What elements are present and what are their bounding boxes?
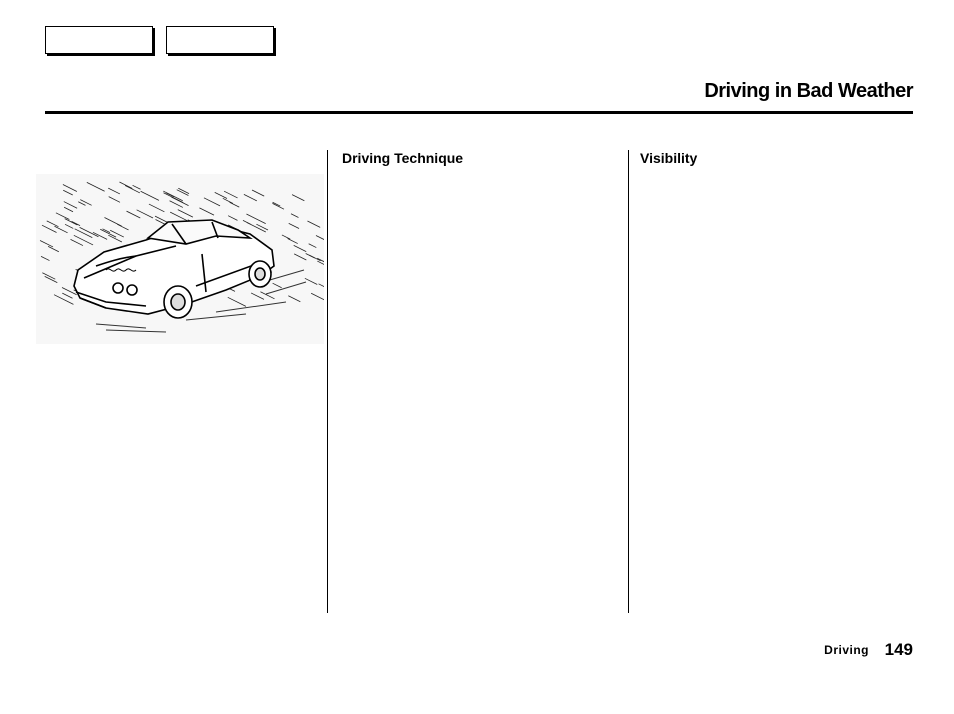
footer-section-label: Driving: [824, 643, 869, 657]
title-divider: [45, 111, 913, 114]
nav-button-next[interactable]: [166, 26, 274, 54]
car-in-rain-illustration: [36, 174, 324, 344]
column-divider-right: [628, 150, 629, 613]
page-number: 149: [884, 640, 913, 659]
heading-visibility: Visibility: [640, 150, 698, 166]
column-divider-left: [327, 150, 328, 613]
page-title: Driving in Bad Weather: [704, 80, 913, 102]
heading-driving-technique: Driving Technique: [342, 150, 464, 166]
nav-button-previous[interactable]: [45, 26, 153, 54]
